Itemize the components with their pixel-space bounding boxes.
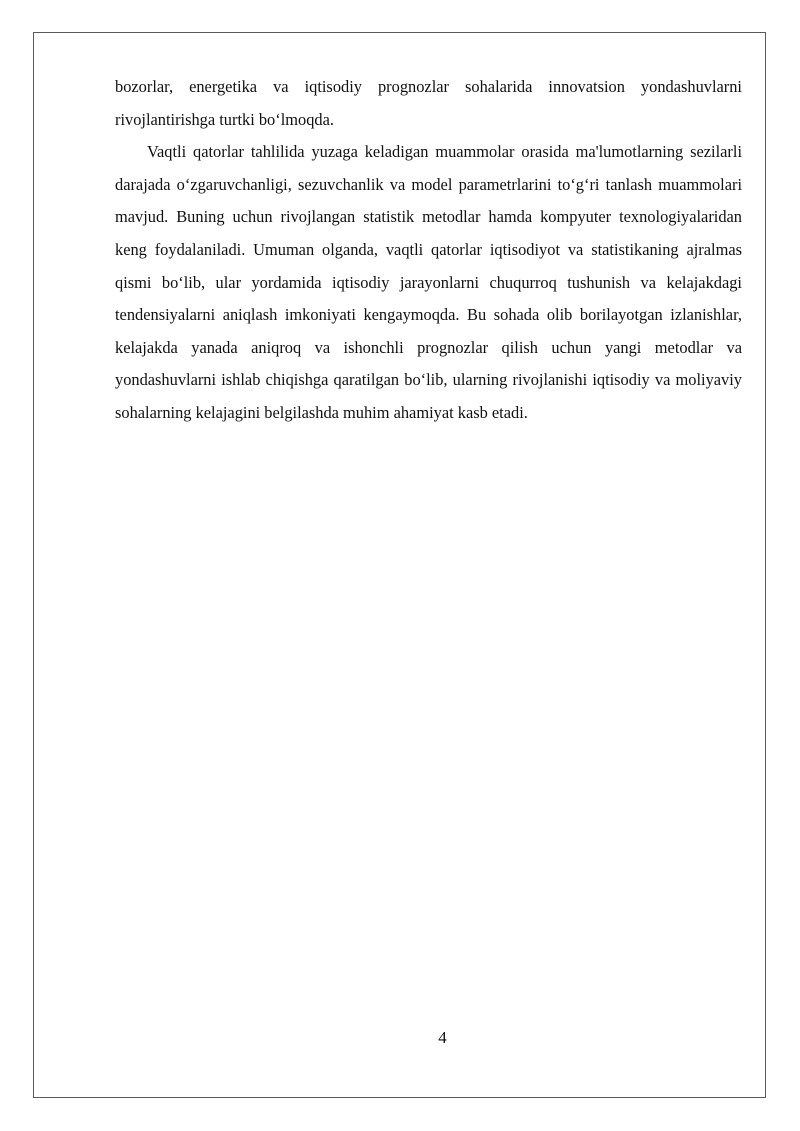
paragraph-continuation: bozorlar, energetika va iqtisodiy prognozlar sohalarida innovatsion yondashuvlarni rivojlantirishga turtki bo‘lmoqda. [115, 77, 742, 129]
document-body [115, 71, 742, 430]
paragraph-time-series-problems: Vaqtli qatorlar tahlilida yuzaga keladigan muammolar orasida ma'lumotlarning sezilarli darajada o‘zgaruvchanligi, sezuvchanlik va model parametrlarini to‘g‘ri tanlash muammolari mavjud. Buning uchun rivojlangan statistik metodlar hamda kompyuter texnologiyalaridan keng foydalaniladi. Umuman olganda, vaqtli qatorlar iqtisodiyot va statistikaning ajralmas qismi bo‘lib, ular yordamida iqtisodiy jarayonlarni chuqurroq tushunish va kelajakdagi tendensiyalarni aniqlash imkoniyati kengaymoqda. Bu sohada olib borilayotgan izlanishlar, kelajakda yanada aniqroq va ishonchli prognozlar qilish uchun yangi metodlar va yondashuvlarni ishlab chiqishga qaratilgan bo‘lib, ularning rivojlanishi iqtisodiy va moliyaviy sohalarning kelajagini belgilashda muhim ahamiyat kasb etadi. [115, 142, 742, 422]
page-number: 4 [438, 1028, 447, 1047]
